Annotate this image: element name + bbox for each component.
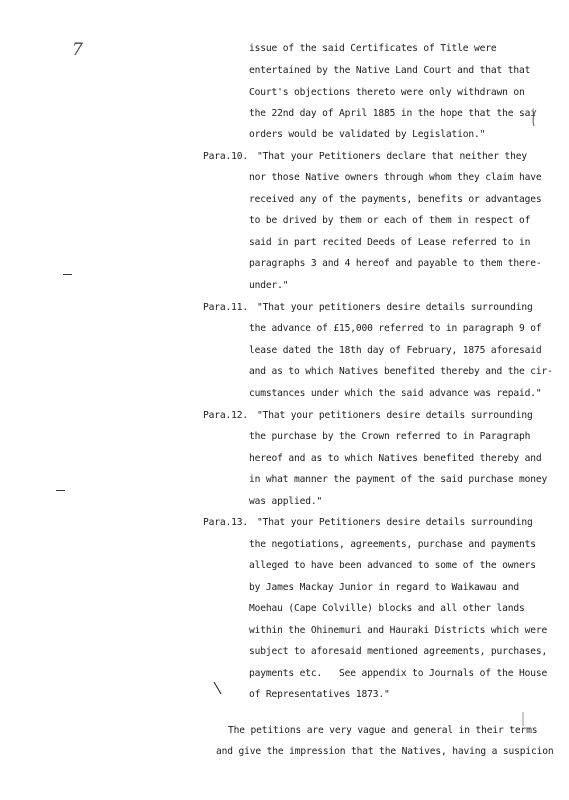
margin-mark xyxy=(56,490,65,491)
text-line: and give the impression that the Natives, having a suspicion xyxy=(216,746,554,757)
text-line: in what manner the payment of the said purchase money xyxy=(249,474,548,485)
text-line: payments etc. See appendix to Journals of the House xyxy=(249,668,548,679)
text-line: the purchase by the Crown referred to in Paragraph xyxy=(249,431,531,442)
text-line: subject to aforesaid mentioned agreements, purchases, xyxy=(249,646,548,657)
text-line: Moehau (Cape Colville) blocks and all other lands xyxy=(249,603,525,614)
text-line: and as to which Natives benefited thereby and the cir- xyxy=(249,366,553,377)
page-number: 7 xyxy=(72,40,83,60)
text-line: of Representatives 1873." xyxy=(249,689,390,700)
text-line: cumstances under which the said advance was repaid." xyxy=(249,388,542,399)
text-line: Court's objections thereto were only withdrawn on xyxy=(249,87,525,98)
text-line: the 22nd day of April 1885 in the hope that the sai xyxy=(249,108,536,119)
text-line: issue of the said Certificates of Title were xyxy=(249,43,497,54)
para-label: Para.10. xyxy=(203,151,249,162)
text-line: The petitions are very vague and general in their terms xyxy=(228,725,538,736)
scan-speck-mark xyxy=(520,710,526,728)
para-label: Para.11. xyxy=(203,302,249,313)
text-line: lease dated the 18th day of February, 1875 aforesaid xyxy=(249,345,542,356)
text-line: to be drived by them or each of them in respect of xyxy=(249,215,531,226)
text-line: entertained by the Native Land Court and that that xyxy=(249,65,531,76)
text-line: hereof and as to which Natives benefited thereby and xyxy=(249,453,542,464)
text-line: alleged to have been advanced to some of the owners xyxy=(249,560,536,571)
text-line: received any of the payments, benefits or advantages xyxy=(249,194,542,205)
text-line: was applied." xyxy=(249,496,323,507)
text-line: "That your petitioners desire details surrounding xyxy=(257,302,533,313)
text-line: "That your Petitioners declare that neither they xyxy=(257,151,528,162)
text-line: said in part recited Deeds of Lease referred to in xyxy=(249,237,531,248)
text-line: orders would be validated by Legislation." xyxy=(249,129,486,140)
text-line: the negotiations, agreements, purchase and payments xyxy=(249,539,536,550)
text-line: the advance of £15,000 referred to in paragraph 9 of xyxy=(249,323,542,334)
text-line: under." xyxy=(249,280,289,291)
handwritten-stroke-mark xyxy=(528,108,540,128)
text-line: within the Ohinemuri and Hauraki Districts which were xyxy=(249,625,548,636)
para-label: Para.12. xyxy=(203,410,249,421)
text-line: nor those Native owners through whom they claim have xyxy=(249,172,542,183)
handwritten-stroke-mark xyxy=(212,680,224,696)
margin-mark xyxy=(63,274,72,275)
text-line: paragraphs 3 and 4 hereof and payable to them there- xyxy=(249,258,542,269)
text-line: "That your Petitioners desire details surrounding xyxy=(257,517,533,528)
text-line: by James Mackay Junior in regard to Waikawau and xyxy=(249,582,520,593)
para-label: Para.13. xyxy=(203,517,249,528)
text-line: "That your petitioners desire details surrounding xyxy=(257,410,533,421)
